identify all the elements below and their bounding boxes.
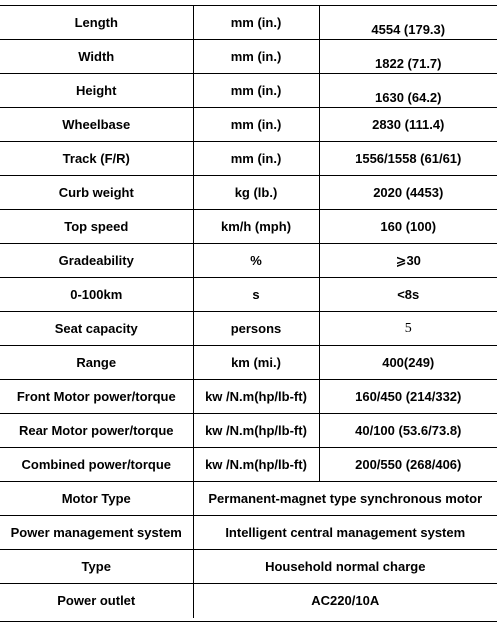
table-row <box>0 414 497 448</box>
row-unit: kw /N.m(hp/lb-ft) <box>193 448 319 482</box>
row-label: Front Motor power/torque <box>0 380 193 414</box>
row-label: Wheelbase <box>0 108 193 142</box>
table-row <box>0 108 497 142</box>
table-row <box>0 584 497 618</box>
row-value: 5 <box>319 312 497 346</box>
row-unit: s <box>193 278 319 312</box>
row-unit: kw /N.m(hp/lb-ft) <box>193 414 319 448</box>
row-label: Track (F/R) <box>0 142 193 176</box>
table-row <box>0 278 497 312</box>
row-label: Height <box>0 74 193 108</box>
row-value: 1822 (71.7) <box>319 40 497 74</box>
row-value: 1556/1558 (61/61) <box>319 142 497 176</box>
row-value: Intelligent central management system <box>193 516 497 550</box>
row-unit: mm (in.) <box>193 40 319 74</box>
row-label: Range <box>0 346 193 380</box>
row-unit: persons <box>193 312 319 346</box>
row-value: 160/450 (214/332) <box>319 380 497 414</box>
row-value: 400(249) <box>319 346 497 380</box>
table-row <box>0 448 497 482</box>
row-unit: kg (lb.) <box>193 176 319 210</box>
row-label: Width <box>0 40 193 74</box>
table-row <box>0 312 497 346</box>
row-label: Motor Type <box>0 482 193 516</box>
table-row <box>0 346 497 380</box>
table-row <box>0 74 497 108</box>
row-label: Top speed <box>0 210 193 244</box>
row-label: Combined power/torque <box>0 448 193 482</box>
row-value: 160 (100) <box>319 210 497 244</box>
row-label: 0-100km <box>0 278 193 312</box>
row-unit: % <box>193 244 319 278</box>
table-row <box>0 176 497 210</box>
table-row <box>0 244 497 278</box>
table-row <box>0 380 497 414</box>
table-row <box>0 210 497 244</box>
row-label: Length <box>0 6 193 40</box>
row-label: Power management system <box>0 516 193 550</box>
row-unit: mm (in.) <box>193 6 319 40</box>
row-value: ⩾30 <box>319 244 497 278</box>
row-unit: mm (in.) <box>193 142 319 176</box>
row-unit: km/h (mph) <box>193 210 319 244</box>
spec-table <box>0 5 497 618</box>
row-unit: km (mi.) <box>193 346 319 380</box>
row-unit: kw /N.m(hp/lb-ft) <box>193 380 319 414</box>
row-label: Type <box>0 550 193 584</box>
row-unit: mm (in.) <box>193 108 319 142</box>
table-row <box>0 550 497 584</box>
row-unit: mm (in.) <box>193 74 319 108</box>
row-label: Curb weight <box>0 176 193 210</box>
row-value: AC220/10A <box>311 593 380 609</box>
row-label: Seat capacity <box>0 312 193 346</box>
row-value: 200/550 (268/406) <box>319 448 497 482</box>
table-row <box>0 6 497 40</box>
row-label: Gradeability <box>0 244 193 278</box>
table-bottom-border <box>0 621 497 622</box>
table-row <box>0 482 497 516</box>
row-value: 4554 (179.3) <box>319 6 497 40</box>
row-value: Household normal charge <box>193 550 497 584</box>
row-value: Permanent-magnet type synchronous motor <box>193 482 497 516</box>
row-value: 2020 (4453) <box>319 176 497 210</box>
table-row <box>0 142 497 176</box>
row-label: Power outlet <box>0 584 193 618</box>
row-value: 1630 (64.2) <box>319 74 497 108</box>
row-value: 40/100 (53.6/73.8) <box>319 414 497 448</box>
table-row <box>0 516 497 550</box>
row-value: 2830 (111.4) <box>319 108 497 142</box>
row-value: <8s <box>319 278 497 312</box>
row-label: Rear Motor power/torque <box>0 414 193 448</box>
table-row <box>0 40 497 74</box>
